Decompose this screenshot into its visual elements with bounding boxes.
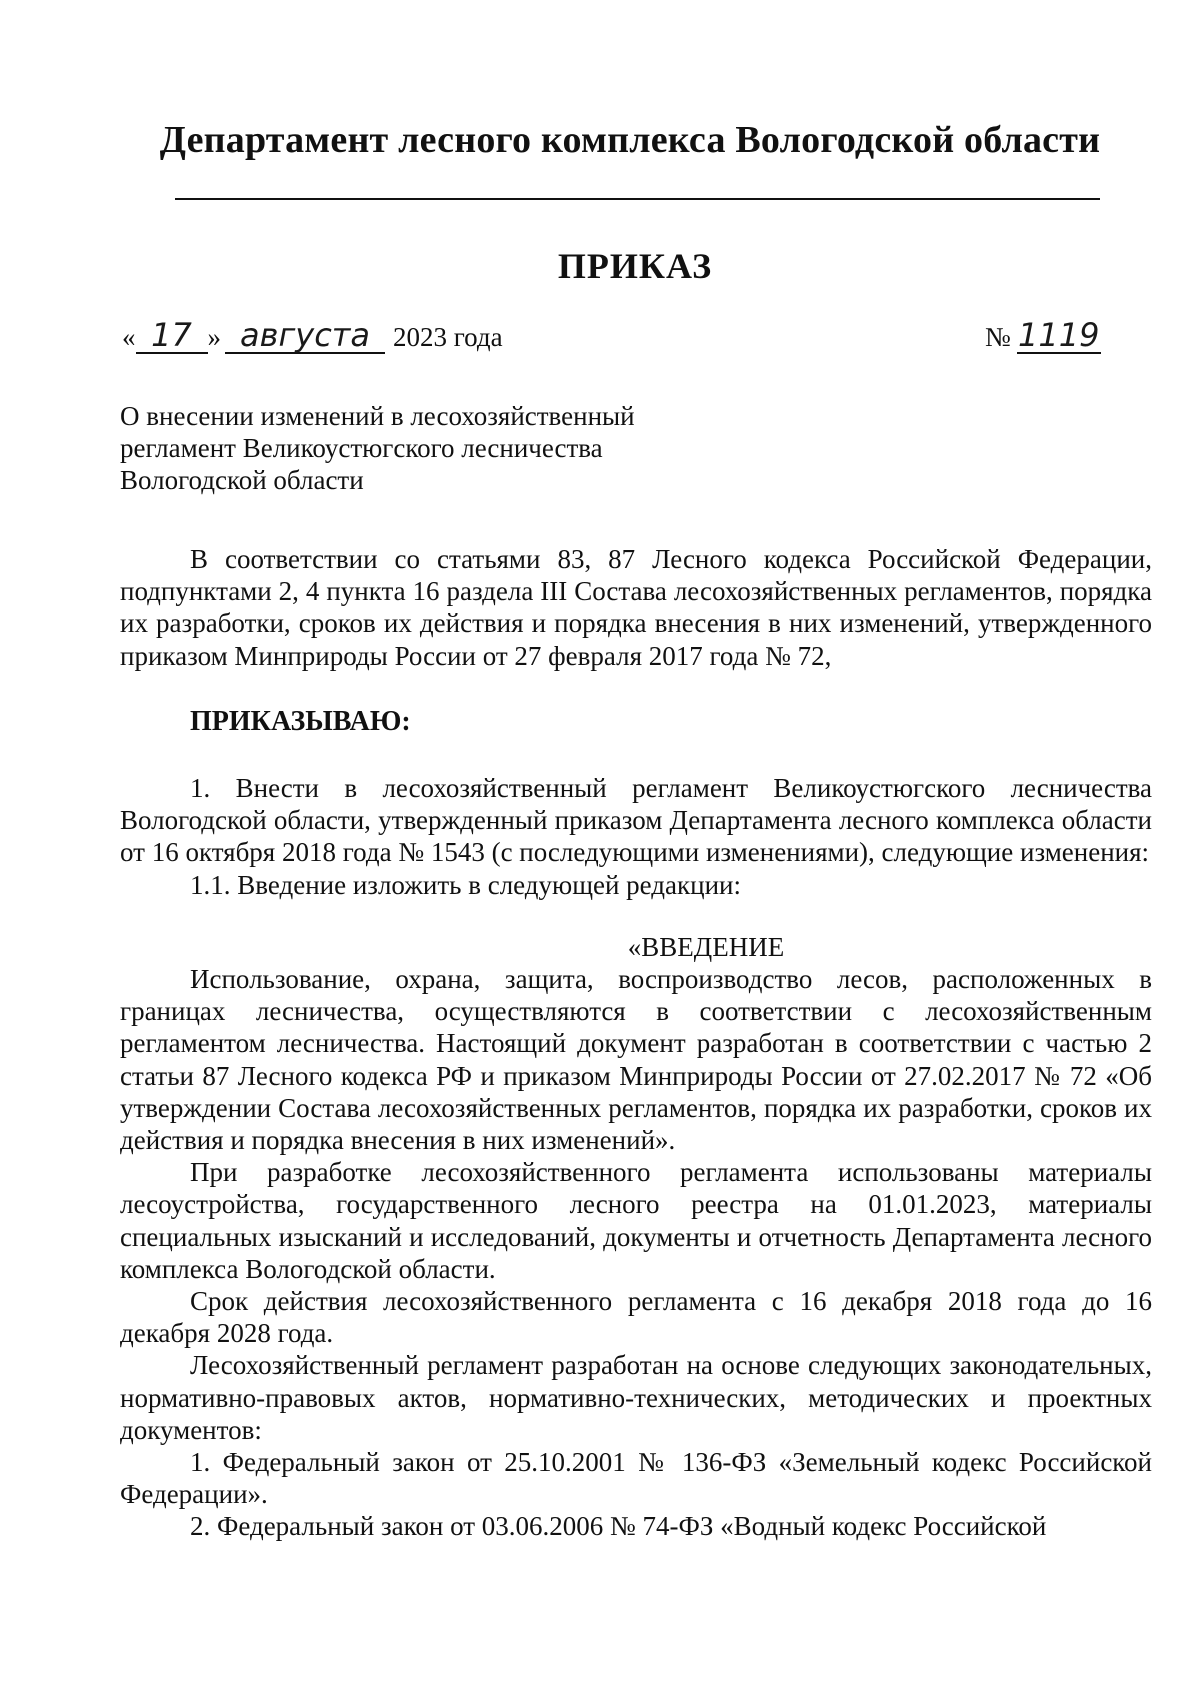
document-type: ПРИКАЗ <box>557 246 713 286</box>
number-value: 1119 <box>1018 316 1100 354</box>
order-date <box>122 318 503 354</box>
item-1-1: 1.1. Введение изложить в следующей редакции: <box>190 869 741 900</box>
order-directive: ПРИКАЗЫВАЮ: <box>190 705 411 737</box>
order-body <box>120 543 1152 1543</box>
intro-paragraph: Использование, охрана, защита, воспроизводство лесов, расположенных в границах лесничества, осуществляются в соответствии с лесохозяйственным регламентом лесничества. Настоящий документ разработан в соответствии с частью 2 статьи 87 Лесного кодекса РФ и приказом Минприроды России от 27.02.2017 № 72 «Об утверждении Состава лесохозяйственных регламентов, порядка их разработки, сроков их действия и порядка внесения в них изменений». <box>120 964 1152 1156</box>
date-close-quote: » <box>207 322 221 352</box>
law-item: 2. Федеральный закон от 03.06.2006 № 74-ФЗ «Водный кодекс Российской <box>190 1511 1047 1542</box>
subject-line: регламент Великоустюгского лесничества <box>120 433 603 463</box>
date-month: августа <box>225 318 385 354</box>
number-sign: № <box>985 322 1011 352</box>
subject-line: О внесении изменений в лесохозяйственный <box>120 401 635 431</box>
date-year: 2023 года <box>393 322 503 352</box>
subject-line: Вологодской области <box>120 465 364 495</box>
order-number <box>985 318 1101 354</box>
date-open-quote: « <box>122 322 136 352</box>
item-1: 1. Внести в лесохозяйственный регламент Великоустюгского лесничества Вологодской области, утвержденный приказом Департамента лесного комплекса области от 16 октября 2018 года № 1543 (с последующими изменениями), следующие изменения: <box>120 773 1152 868</box>
date-day: 17 <box>136 318 208 354</box>
header-divider <box>175 198 1100 200</box>
intro-paragraph: Лесохозяйственный регламент разработан на основе следующих законодательных, нормативно-правовых актов, нормативно-технических, методических и проектных документов: <box>120 1350 1152 1445</box>
order-subject <box>120 400 740 496</box>
law-item: 1. Федеральный закон от 25.10.2001 № 136-ФЗ «Земельный кодекс Российской Федерации». <box>120 1447 1152 1510</box>
intro-paragraph: Срок действия лесохозяйственного регламента с 16 декабря 2018 года до 16 декабря 2028 года. <box>120 1286 1152 1349</box>
organization-title: Департамент лесного комплекса Вологодской области <box>159 119 1101 161</box>
introduction-title: «ВВЕДЕНИЕ <box>627 931 785 962</box>
preamble-paragraph: В соответствии со статьями 83, 87 Лесного кодекса Российской Федерации, подпунктами 2, 4 пункта 16 раздела III Состава лесохозяйственных регламентов, порядка их разработки, сроков их действия и порядка внесения в них изменений, утвержденного приказом Минприроды России от 27 февраля 2017 года № 72, <box>120 544 1152 671</box>
intro-paragraph: При разработке лесохозяйственного регламента использованы материалы лесоустройства, государственного лесного реестра на 01.01.2023, материалы специальных изысканий и исследований, документы и отчетность Департамента лесного комплекса Вологодской области. <box>120 1157 1152 1284</box>
